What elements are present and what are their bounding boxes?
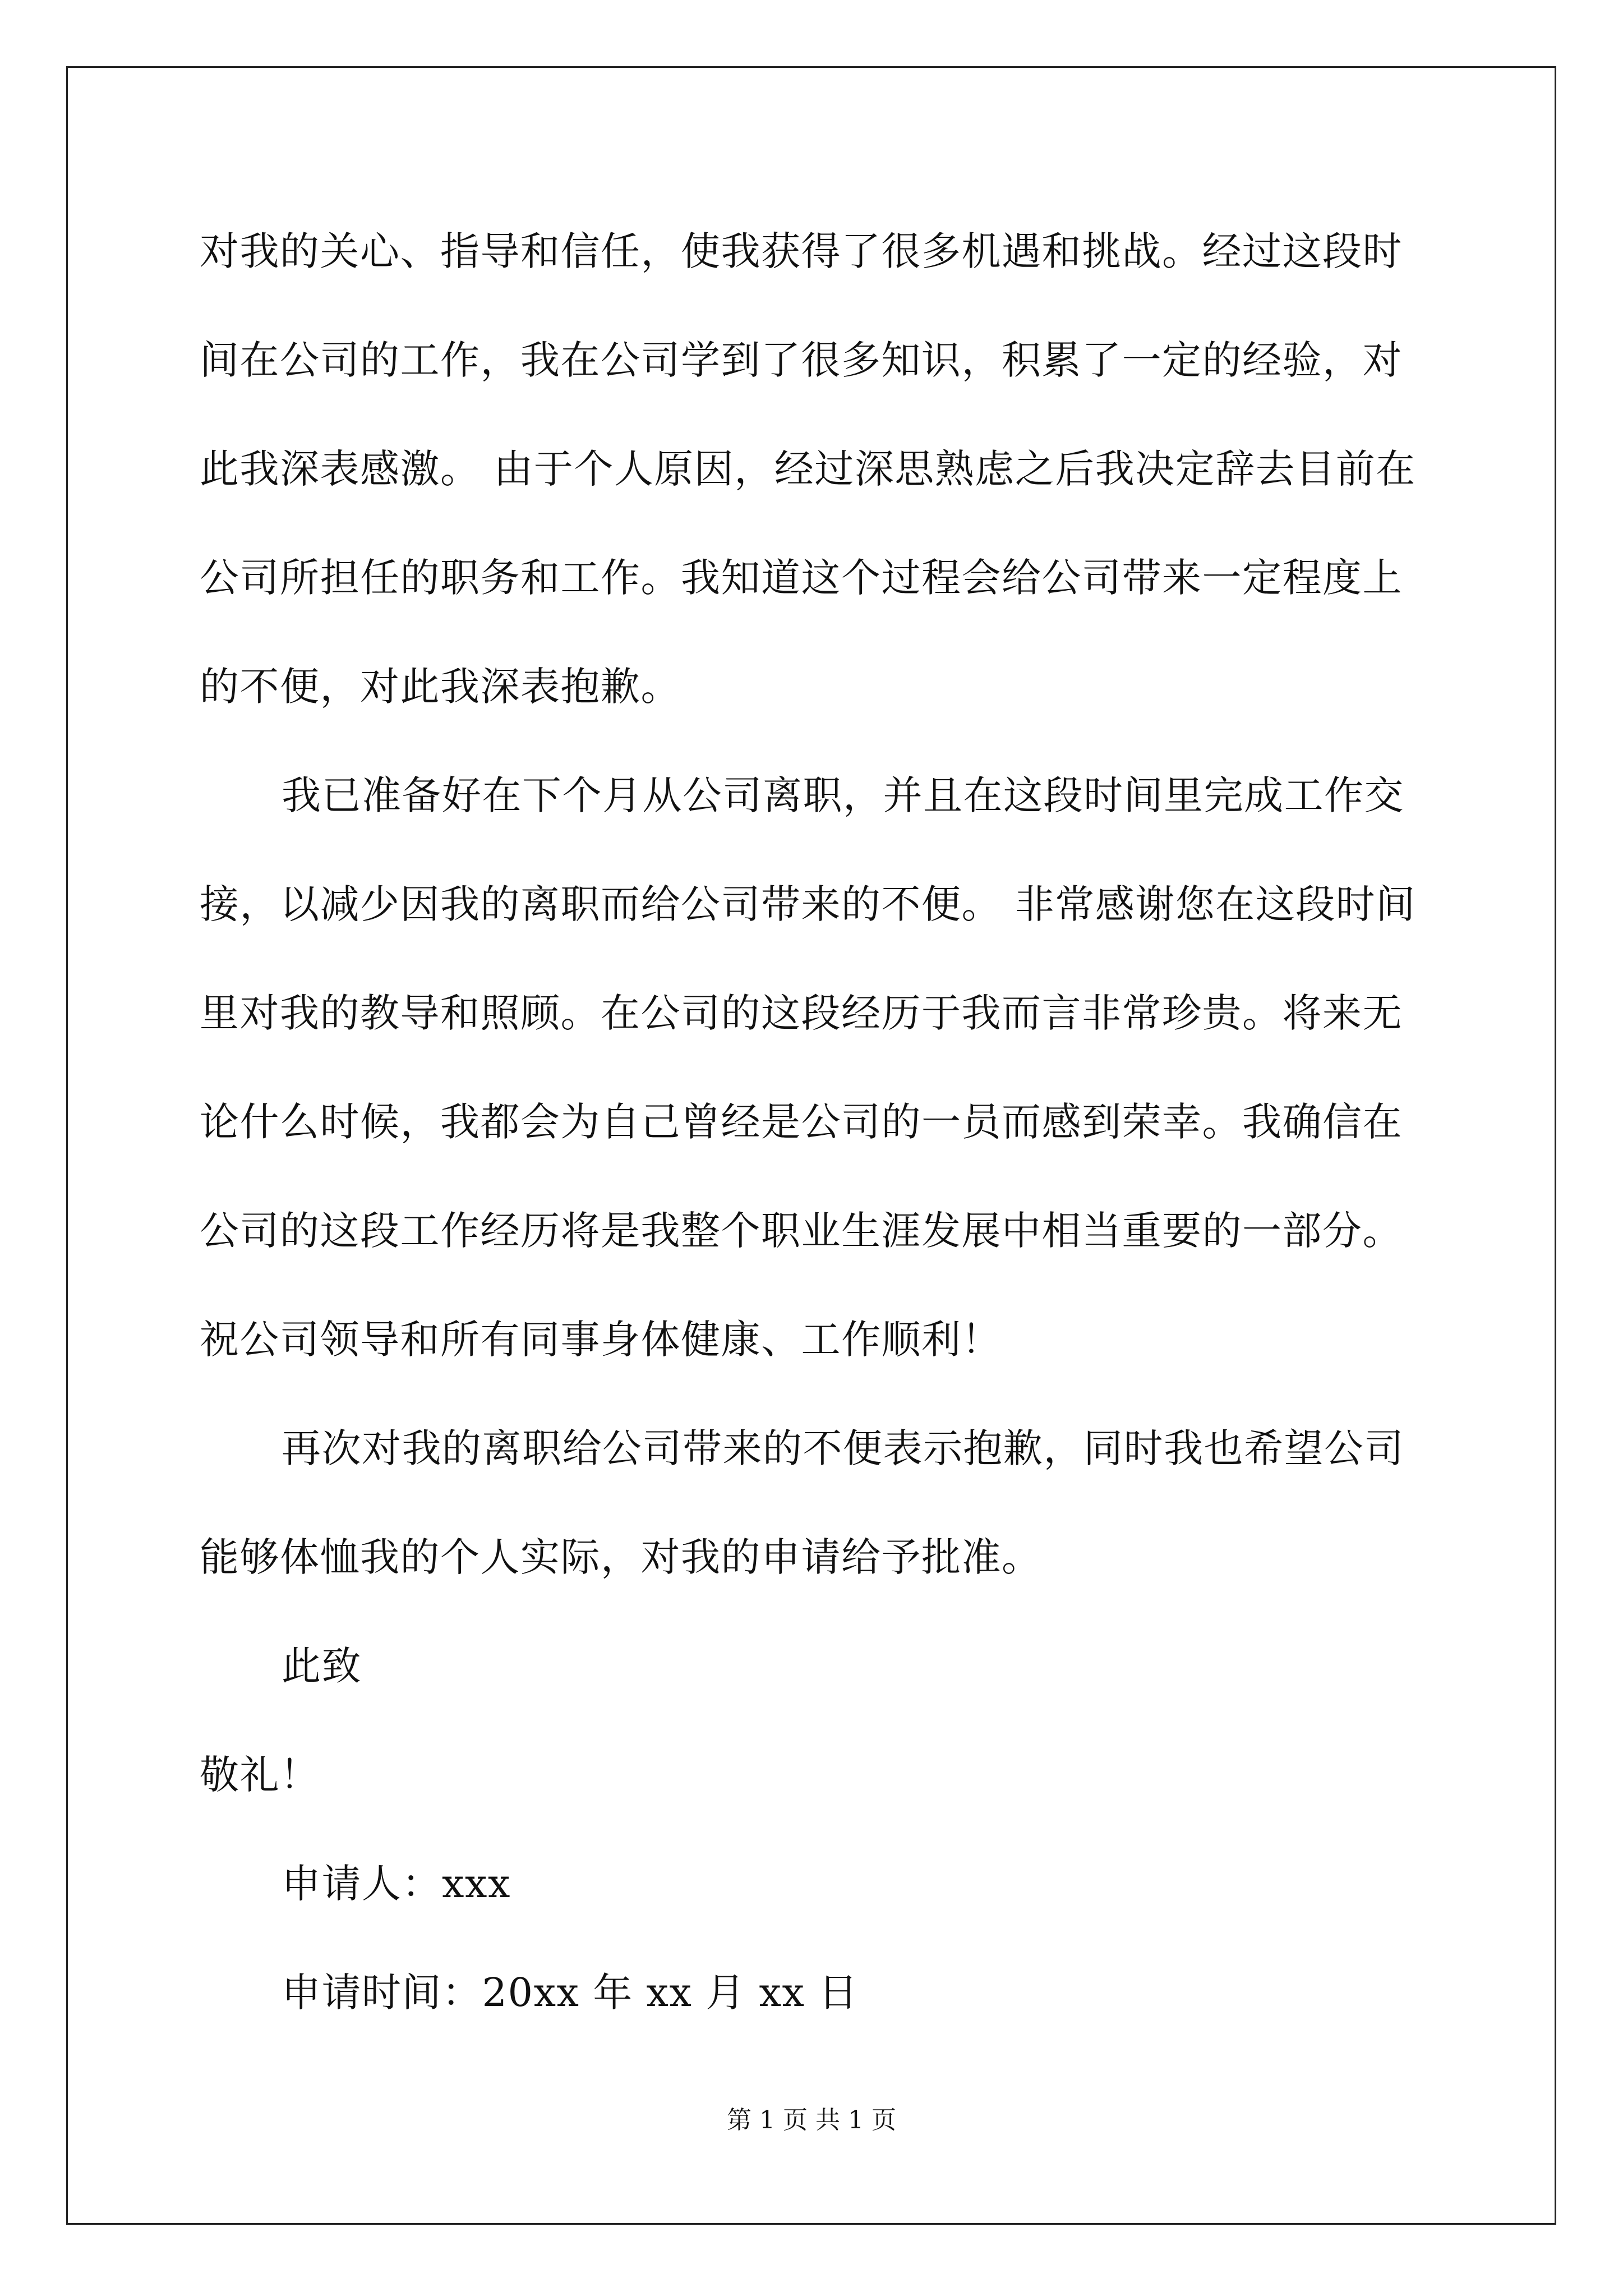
body-line: 祝公司领导和所有同事身体健康、工作顺利！ bbox=[200, 1317, 1002, 1363]
body-line: 能够体恤我的个人实际，对我的申请给予批准。 bbox=[200, 1534, 1042, 1580]
body-line: 公司的这段工作经历将是我整个职业生涯发展中相当重要的一部分。 bbox=[200, 1208, 1403, 1254]
date-line: 申请时间：20xx 年 xx 月 xx 日 bbox=[282, 1970, 859, 2016]
applicant-line: 申请人：xxx bbox=[282, 1861, 511, 1907]
salutation-line: 此致 bbox=[282, 1643, 362, 1689]
body-line: 论什么时候，我都会为自己曾经是公司的一员而感到荣幸。我确信在 bbox=[200, 1099, 1403, 1145]
letter-body bbox=[200, 220, 1428, 2070]
body-line: 我已准备好在下个月从公司离职，并且在这段时间里完成工作交 bbox=[282, 772, 1404, 818]
regards-line: 敬礼！ bbox=[200, 1752, 320, 1798]
body-line: 接，以减少因我的离职而给公司带来的不便。 非常感谢您在这段时间 bbox=[200, 881, 1416, 927]
body-line: 间在公司的工作，我在公司学到了很多知识，积累了一定的经验，对 bbox=[200, 337, 1403, 383]
body-line: 对我的关心、指导和信任，使我获得了很多机遇和挑战。经过这段时 bbox=[200, 228, 1403, 274]
body-line: 再次对我的离职给公司带来的不便表示抱歉，同时我也希望公司 bbox=[282, 1425, 1404, 1471]
body-line: 的不便，对此我深表抱歉。 bbox=[200, 664, 681, 710]
body-line: 里对我的教导和照顾。在公司的这段经历于我而言非常珍贵。将来无 bbox=[200, 990, 1403, 1036]
page-footer: 第 1 页 共 1 页 bbox=[727, 2106, 896, 2134]
body-line: 此我深表感激。 由于个人原因，经过深思熟虑之后我决定辞去目前在 bbox=[200, 446, 1416, 492]
body-line: 公司所担任的职务和工作。我知道这个过程会给公司带来一定程度上 bbox=[200, 555, 1403, 601]
